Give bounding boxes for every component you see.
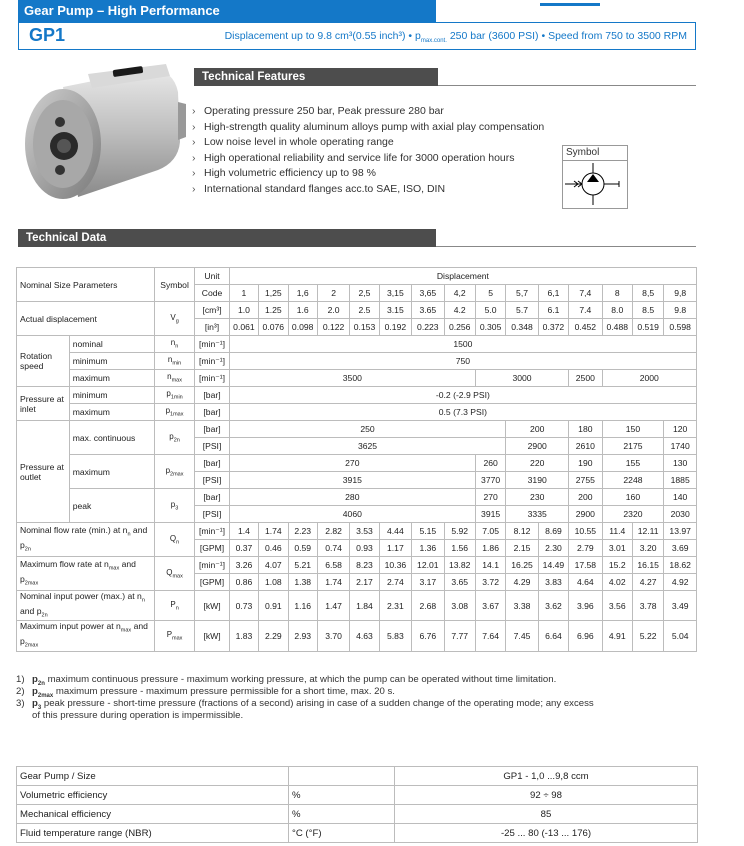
header-box: [18, 22, 696, 50]
param-sublabel: peak: [69, 489, 154, 523]
value-cell: 0.37: [229, 540, 258, 557]
header-title: Gear Pump – High Performance: [24, 3, 220, 18]
symbol-cell: $p_{1min}$: [154, 387, 195, 404]
feature-item: › High volumetric efficiency up to 98 %: [190, 166, 544, 182]
table-row: [17, 489, 697, 506]
value-cell: 10.36: [379, 557, 411, 574]
feature-item: › Low noise level in whole operating range: [190, 135, 544, 151]
value-cell: 3.69: [664, 540, 697, 557]
value-cell: 0.348: [506, 319, 538, 336]
value-cell: 1.38: [288, 574, 317, 591]
value-cell: 1.16: [288, 591, 317, 621]
value-cell: 7.77: [444, 621, 475, 651]
value-cell: 3,65: [412, 285, 444, 302]
value-cell: 200: [569, 489, 602, 506]
value-cell: 3.01: [602, 540, 632, 557]
unit-cell: [in³]: [195, 319, 229, 336]
value-cell: 1.25: [259, 302, 288, 319]
table-row: [17, 302, 697, 319]
value-cell: 3.72: [475, 574, 505, 591]
value-cell: 14.49: [538, 557, 568, 574]
value-cell: 6.96: [569, 621, 602, 651]
value-cell: 1: [229, 285, 258, 302]
param-sublabel: maximum: [69, 404, 154, 421]
footnotes: [16, 674, 594, 722]
spec-summary: Displacement up to 9.8 cm³(0.55 inch³) • $p_{max.cont.}$ 250 bar (3600 PSI) • Speed from 750 to 3500 RPM: [224, 30, 687, 45]
footnote-2: 2) $p_{2max}$ maximum pressure - maximum pressure permissible for a short time, max. 20 s.: [16, 686, 395, 699]
value-cell: 8: [602, 285, 632, 302]
features-list: [190, 104, 544, 197]
param-label: Actual displacement: [17, 302, 155, 336]
param-label: Pressure at inlet: [17, 387, 70, 421]
value-cell: 250: [229, 421, 506, 438]
table-row: [17, 268, 697, 285]
pump-symbol-icon: [563, 161, 627, 208]
value-cell: 0.076: [259, 319, 288, 336]
table-row: [17, 387, 697, 404]
value-cell: 4.64: [569, 574, 602, 591]
spec-value: 92 ÷ 98: [395, 786, 698, 805]
param-sublabel: nominal: [69, 336, 154, 353]
symbol-cell: $p_{2max}$: [154, 455, 195, 489]
spec-unit: %: [289, 786, 395, 805]
symbol-cell: $n_n$: [154, 336, 195, 353]
footnote-3: 3) $p_3$ peak pressure - short-time pressure (fractions of a second) arising in case of a sudden change of the operating mode; any excess: [16, 698, 594, 711]
value-cell: 1500: [229, 336, 696, 353]
value-cell: 5.04: [664, 621, 697, 651]
value-cell: 4.27: [632, 574, 663, 591]
table-row: [17, 591, 697, 621]
value-cell: 2900: [506, 438, 569, 455]
value-cell: 3.38: [506, 591, 538, 621]
value-cell: 11.4: [602, 523, 632, 540]
value-cell: 8.69: [538, 523, 568, 540]
symbol-label: Symbol: [563, 146, 627, 161]
unit-cell: [min⁻¹]: [195, 370, 229, 387]
table-row: [17, 786, 698, 805]
value-cell: 280: [229, 489, 475, 506]
value-cell: 12.01: [412, 557, 444, 574]
value-cell: 0.86: [229, 574, 258, 591]
value-cell: 7.4: [569, 302, 602, 319]
value-cell: 5.7: [506, 302, 538, 319]
unit-cell: [PSI]: [195, 506, 229, 523]
value-cell: 2500: [569, 370, 602, 387]
value-cell: 8.0: [602, 302, 632, 319]
value-cell: 4.44: [379, 523, 411, 540]
value-cell: 4060: [229, 506, 475, 523]
table-row: [17, 523, 697, 540]
unit-cell: [bar]: [195, 489, 229, 506]
value-cell: 1.47: [317, 591, 349, 621]
value-cell: 6.1: [538, 302, 568, 319]
value-cell: 3.65: [412, 302, 444, 319]
value-cell: 6.76: [412, 621, 444, 651]
unit-cell: [min⁻¹]: [195, 336, 229, 353]
value-cell: 3.17: [412, 574, 444, 591]
unit-cell: [PSI]: [195, 438, 229, 455]
spec-unit: °C (°F): [289, 824, 395, 843]
value-cell: 4.07: [259, 557, 288, 574]
value-cell: 3335: [506, 506, 569, 523]
spec-label: Gear Pump / Size: [17, 767, 289, 786]
table-row: [17, 336, 697, 353]
feature-item: › International standard flanges acc.to SAE, ISO, DIN: [190, 182, 544, 198]
value-cell: 13.97: [664, 523, 697, 540]
value-cell: 0.74: [317, 540, 349, 557]
spec-label: Mechanical efficiency: [17, 805, 289, 824]
value-cell: 270: [229, 455, 475, 472]
value-cell: 16.25: [506, 557, 538, 574]
value-cell: 2: [317, 285, 349, 302]
table-row: [17, 455, 697, 472]
value-cell: 0.192: [379, 319, 411, 336]
value-cell: 0.73: [229, 591, 258, 621]
spec-value: -25 ... 80 (-13 ... 176): [395, 824, 698, 843]
value-cell: 0.223: [412, 319, 444, 336]
value-cell: 2610: [569, 438, 602, 455]
param-sublabel: max. continuous: [69, 421, 154, 455]
unit-cell: [min⁻¹]: [195, 353, 229, 370]
spec-label: Volumetric efficiency: [17, 786, 289, 805]
value-cell: 9.8: [664, 302, 697, 319]
param-label: Nominal flow rate (min.) at $n_n$ and $p_{2n}$: [17, 523, 155, 557]
value-cell: 0.256: [444, 319, 475, 336]
value-cell: 1740: [664, 438, 697, 455]
value-cell: 3.53: [350, 523, 379, 540]
technical-data-heading: Technical Data: [18, 229, 436, 247]
param-label: Pressure at outlet: [17, 421, 70, 523]
header-cell: Unit: [195, 268, 229, 285]
value-cell: 5.15: [412, 523, 444, 540]
value-cell: 5.83: [379, 621, 411, 651]
spec-value: GP1 - 1,0 ...9,8 ccm: [395, 767, 698, 786]
value-cell: 14.1: [475, 557, 505, 574]
value-cell: 6.58: [317, 557, 349, 574]
value-cell: -0.2 (-2.9 PSI): [229, 387, 696, 404]
value-cell: 16.15: [632, 557, 663, 574]
value-cell: 0.5 (7.3 PSI): [229, 404, 696, 421]
value-cell: 8.23: [350, 557, 379, 574]
brand-accent-line: [540, 3, 600, 6]
value-cell: 12.11: [632, 523, 663, 540]
value-cell: 7,4: [569, 285, 602, 302]
section-rule: [436, 246, 696, 247]
value-cell: 0.122: [317, 319, 349, 336]
value-cell: 260: [475, 455, 505, 472]
value-cell: 3.62: [538, 591, 568, 621]
value-cell: 1.56: [444, 540, 475, 557]
unit-cell: [min⁻¹]: [195, 557, 229, 574]
value-cell: 270: [475, 489, 505, 506]
value-cell: 3915: [229, 472, 475, 489]
unit-cell: [PSI]: [195, 472, 229, 489]
value-cell: 3.96: [569, 591, 602, 621]
spec-unit: [289, 767, 395, 786]
value-cell: 140: [664, 489, 697, 506]
symbol-cell: $p_{1max}$: [154, 404, 195, 421]
value-cell: 200: [506, 421, 569, 438]
value-cell: 2.68: [412, 591, 444, 621]
value-cell: 9,8: [664, 285, 697, 302]
value-cell: 2175: [602, 438, 664, 455]
value-cell: 7.64: [475, 621, 505, 651]
value-cell: 5.21: [288, 557, 317, 574]
value-cell: 2.29: [259, 621, 288, 651]
value-cell: 160: [602, 489, 664, 506]
value-cell: 1.6: [288, 302, 317, 319]
table-row: [17, 824, 698, 843]
unit-cell: [bar]: [195, 404, 229, 421]
value-cell: 0.59: [288, 540, 317, 557]
header-cell: Nominal Size Parameters: [17, 268, 155, 302]
section-rule: [438, 85, 696, 86]
value-cell: 230: [506, 489, 569, 506]
value-cell: 2000: [602, 370, 696, 387]
symbol-cell: $V_g$: [154, 302, 195, 336]
value-cell: 3.49: [664, 591, 697, 621]
value-cell: 5.92: [444, 523, 475, 540]
value-cell: 0.91: [259, 591, 288, 621]
value-cell: 6.64: [538, 621, 568, 651]
value-cell: 0.372: [538, 319, 568, 336]
feature-item: › High operational reliability and service life for 3000 operation hours: [190, 151, 544, 167]
value-cell: 4.2: [444, 302, 475, 319]
value-cell: 0.488: [602, 319, 632, 336]
value-cell: 5.22: [632, 621, 663, 651]
symbol-cell: $Q_{max}$: [154, 557, 195, 591]
value-cell: 1.84: [350, 591, 379, 621]
param-sublabel: maximum: [69, 370, 154, 387]
value-cell: 3.65: [444, 574, 475, 591]
value-cell: 2.79: [569, 540, 602, 557]
unit-cell: [cm³]: [195, 302, 229, 319]
value-cell: 2.30: [538, 540, 568, 557]
value-cell: 13.82: [444, 557, 475, 574]
value-cell: 7.05: [475, 523, 505, 540]
value-cell: 17.58: [569, 557, 602, 574]
value-cell: 4.02: [602, 574, 632, 591]
value-cell: 0.519: [632, 319, 663, 336]
value-cell: 8,5: [632, 285, 663, 302]
symbol-cell: $Q_n$: [154, 523, 195, 557]
value-cell: 1.0: [229, 302, 258, 319]
unit-cell: Code: [195, 285, 229, 302]
value-cell: 0.305: [475, 319, 505, 336]
value-cell: 2.23: [288, 523, 317, 540]
table-row: [17, 557, 697, 574]
value-cell: 3.78: [632, 591, 663, 621]
value-cell: 3.70: [317, 621, 349, 651]
symbol-cell: $n_{min}$: [154, 353, 195, 370]
table-row: [17, 370, 697, 387]
value-cell: 0.153: [350, 319, 379, 336]
param-sublabel: minimum: [69, 387, 154, 404]
unit-cell: [kW]: [195, 591, 229, 621]
value-cell: 0.46: [259, 540, 288, 557]
value-cell: 1885: [664, 472, 697, 489]
value-cell: 4.92: [664, 574, 697, 591]
header-cell: Symbol: [154, 268, 195, 302]
value-cell: 5,7: [506, 285, 538, 302]
param-label: Maximum input power at $n_{max}$ and $p_{2max}$: [17, 621, 155, 651]
value-cell: 3.15: [379, 302, 411, 319]
value-cell: 5: [475, 285, 505, 302]
value-cell: 190: [569, 455, 602, 472]
unit-cell: [min⁻¹]: [195, 523, 229, 540]
value-cell: 3.67: [475, 591, 505, 621]
symbol-cell: $P_n$: [154, 591, 195, 621]
value-cell: 3915: [475, 506, 505, 523]
hydraulic-symbol-box: [562, 145, 628, 209]
value-cell: 5.0: [475, 302, 505, 319]
value-cell: 4.29: [506, 574, 538, 591]
param-label: Nominal input power (max.) at $n_n$ and $p_{2n}$: [17, 591, 155, 621]
technical-data-table: [16, 267, 697, 652]
value-cell: 750: [229, 353, 696, 370]
value-cell: 3500: [229, 370, 475, 387]
value-cell: 3.83: [538, 574, 568, 591]
gear-pump-image: [18, 62, 188, 212]
spec-value: 85: [395, 805, 698, 824]
symbol-cell: $p_{2n}$: [154, 421, 195, 455]
header-cell: Displacement: [229, 268, 696, 285]
value-cell: 130: [664, 455, 697, 472]
value-cell: 2248: [602, 472, 664, 489]
unit-cell: [bar]: [195, 421, 229, 438]
value-cell: 18.62: [664, 557, 697, 574]
footnote-1: 1) $p_{2n}$ maximum continuous pressure - maximum working pressure, at which the pump can be operated without time limitation.: [16, 674, 557, 687]
value-cell: 3.08: [444, 591, 475, 621]
value-cell: 4.91: [602, 621, 632, 651]
value-cell: 2.31: [379, 591, 411, 621]
table-row: [17, 421, 697, 438]
value-cell: 2,5: [350, 285, 379, 302]
value-cell: 1.4: [229, 523, 258, 540]
value-cell: 180: [569, 421, 602, 438]
value-cell: 3770: [475, 472, 505, 489]
value-cell: 7.45: [506, 621, 538, 651]
spec-label: Fluid temperature range (NBR): [17, 824, 289, 843]
value-cell: 6,1: [538, 285, 568, 302]
value-cell: 2030: [664, 506, 697, 523]
table-row: [17, 805, 698, 824]
symbol-cell: $P_{max}$: [154, 621, 195, 651]
value-cell: 2900: [569, 506, 602, 523]
value-cell: 1.83: [229, 621, 258, 651]
unit-cell: [bar]: [195, 387, 229, 404]
symbol-cell: $p_3$: [154, 489, 195, 523]
value-cell: 0.098: [288, 319, 317, 336]
value-cell: 150: [602, 421, 664, 438]
value-cell: 2320: [602, 506, 664, 523]
table-row: [17, 404, 697, 421]
unit-cell: [bar]: [195, 455, 229, 472]
value-cell: 3.20: [632, 540, 663, 557]
value-cell: 3000: [475, 370, 568, 387]
value-cell: 1.74: [259, 523, 288, 540]
symbol-cell: $n_{max}$: [154, 370, 195, 387]
value-cell: 2.74: [379, 574, 411, 591]
value-cell: 15.2: [602, 557, 632, 574]
param-sublabel: maximum: [69, 455, 154, 489]
value-cell: 2.15: [506, 540, 538, 557]
unit-cell: [GPM]: [195, 574, 229, 591]
header-band: [18, 0, 436, 22]
value-cell: 120: [664, 421, 697, 438]
unit-cell: [kW]: [195, 621, 229, 651]
value-cell: 1.17: [379, 540, 411, 557]
feature-item: › High-strength quality aluminum alloys pump with axial play compensation: [190, 120, 544, 136]
value-cell: 2.82: [317, 523, 349, 540]
value-cell: 1.86: [475, 540, 505, 557]
technical-features-heading: Technical Features: [194, 68, 438, 86]
value-cell: 1.74: [317, 574, 349, 591]
value-cell: 0.452: [569, 319, 602, 336]
value-cell: 2.93: [288, 621, 317, 651]
value-cell: 8.5: [632, 302, 663, 319]
value-cell: 2.0: [317, 302, 349, 319]
value-cell: 8.12: [506, 523, 538, 540]
value-cell: 3625: [229, 438, 506, 455]
table-row: [17, 767, 698, 786]
feature-item: › Operating pressure 250 bar, Peak pressure 280 bar: [190, 104, 544, 120]
value-cell: 4,2: [444, 285, 475, 302]
value-cell: 1.08: [259, 574, 288, 591]
table-row: [17, 621, 697, 651]
value-cell: 155: [602, 455, 664, 472]
value-cell: 2.5: [350, 302, 379, 319]
param-label: Maximum flow rate at $n_{max}$ and $p_{2max}$: [17, 557, 155, 591]
value-cell: 2755: [569, 472, 602, 489]
value-cell: 0.598: [664, 319, 697, 336]
param-sublabel: minimum: [69, 353, 154, 370]
value-cell: 220: [506, 455, 569, 472]
spec-unit: %: [289, 805, 395, 824]
model-name: GP1: [29, 25, 66, 45]
value-cell: 3,15: [379, 285, 411, 302]
value-cell: 10.55: [569, 523, 602, 540]
value-cell: 0.061: [229, 319, 258, 336]
footnote-3-continued: of this pressure during operation is impermissible.: [32, 710, 244, 721]
value-cell: 3190: [506, 472, 569, 489]
value-cell: 3.56: [602, 591, 632, 621]
value-cell: 1.36: [412, 540, 444, 557]
value-cell: 2.17: [350, 574, 379, 591]
value-cell: 0.93: [350, 540, 379, 557]
technical-data-body: [17, 268, 697, 652]
value-cell: 1,25: [259, 285, 288, 302]
value-cell: 1,6: [288, 285, 317, 302]
value-cell: 3.26: [229, 557, 258, 574]
param-label: Rotation speed: [17, 336, 70, 387]
value-cell: 4.63: [350, 621, 379, 651]
general-specs-table: [16, 766, 698, 843]
table-row: [17, 353, 697, 370]
unit-cell: [GPM]: [195, 540, 229, 557]
